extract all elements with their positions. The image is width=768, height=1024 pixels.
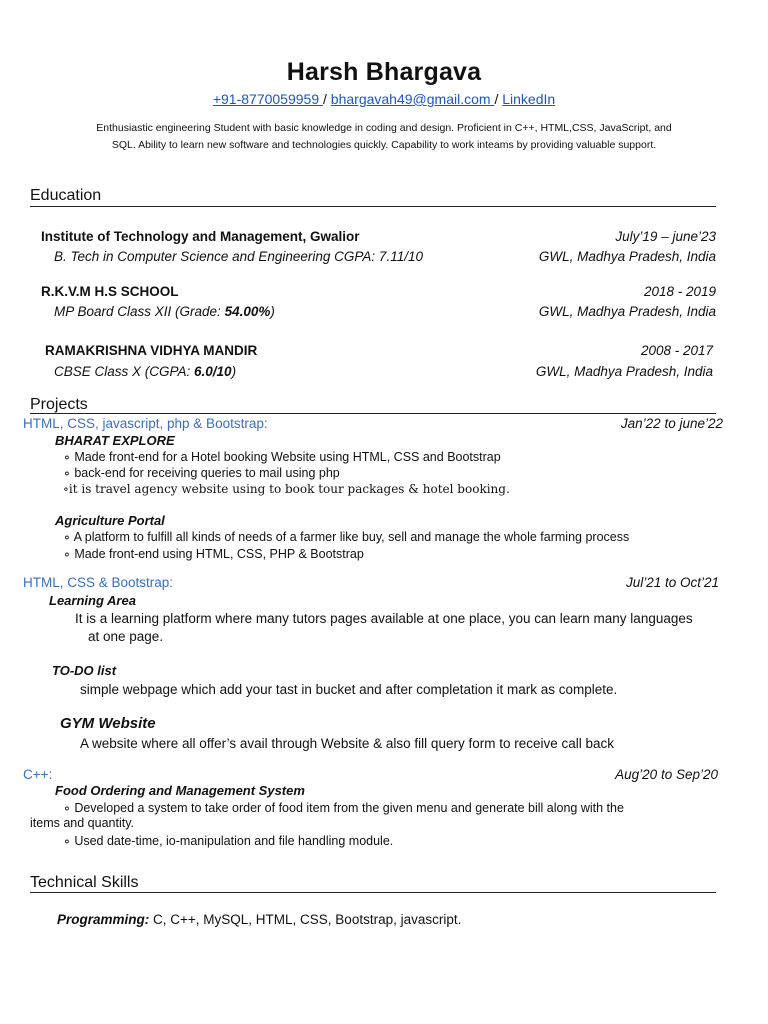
bullet-text: Developed a system to take order of food item from the given menu and generate bill along with the: [74, 801, 624, 815]
project-bullet: [63, 546, 364, 561]
bullet-icon: ∘: [63, 466, 71, 480]
contact-line: [0, 91, 768, 107]
edu-institution: Institute of Technology and Management, Gwalior: [41, 229, 360, 244]
edu-dates: July’19 – june’23: [615, 229, 716, 244]
project-bullet: [63, 529, 629, 544]
edu-location: GWL, Madhya Pradesh, India: [538, 249, 716, 264]
project-dates: Jan’22 to june’22: [620, 416, 723, 431]
linkedin-link[interactable]: LinkedIn: [502, 91, 556, 107]
project-dates: Aug’20 to Sep’20: [615, 767, 718, 782]
edu-detail: [54, 364, 236, 379]
bullet-icon: ∘: [63, 834, 71, 848]
project-dates: Jul’21 to Oct’21: [625, 575, 719, 590]
bullet-text: Used date-time, io-manipulation and file handling module.: [74, 834, 394, 848]
edu-location: GWL, Madhya Pradesh, India: [538, 304, 716, 319]
project-description: simple webpage which add your tast in bucket and after completation it mark as complete.: [80, 682, 618, 697]
edu-institution: R.K.V.M H.S SCHOOL: [41, 284, 179, 299]
project-stack: HTML, CSS & Bootstrap:: [23, 575, 174, 590]
project-title: Agriculture Portal: [55, 513, 165, 528]
skills-rule: [30, 892, 716, 893]
edu-grade: 54.00%: [224, 304, 271, 319]
bullet-icon: ∘: [63, 482, 69, 496]
edu-detail-text: MP Board Class XII (Grade:: [54, 304, 225, 319]
bullet-icon: ∘: [63, 450, 71, 464]
project-bullet-continuation: items and quantity.: [30, 816, 134, 830]
project-title: GYM Website: [60, 715, 156, 732]
bullet-text: back-end for receiving queries to mail using php: [74, 466, 340, 480]
bullet-text: A platform to fulfill all kinds of needs of a farmer like buy, sell and manage the whole farming process: [73, 530, 630, 544]
edu-detail: [54, 304, 275, 319]
project-title: Food Ordering and Management System: [55, 783, 305, 798]
project-stack: C++:: [23, 767, 53, 782]
bullet-text: it is travel agency website using to book tour packages & hotel booking.: [68, 482, 510, 496]
projects-heading: Projects: [30, 396, 88, 413]
projects-rule: [30, 413, 716, 414]
project-description: at one page.: [88, 629, 164, 644]
edu-dates: 2018 - 2019: [643, 284, 716, 299]
edu-detail-text: ): [270, 304, 275, 319]
skills-heading: Technical Skills: [30, 874, 139, 891]
edu-grade: 6.0/10: [194, 364, 232, 379]
bullet-icon: ∘: [63, 801, 71, 815]
edu-institution: RAMAKRISHNA VIDHYA MANDIR: [45, 343, 258, 358]
edu-detail: B. Tech in Computer Science and Engineering CGPA: 7.11/10: [54, 249, 423, 264]
bullet-icon: ∘: [63, 530, 71, 544]
bullet-text: Made front-end using HTML, CSS, PHP & Bootstrap: [74, 547, 364, 561]
email-link[interactable]: bhargavah49@gmail.com: [330, 91, 495, 107]
candidate-name: Harsh Bhargava: [286, 58, 482, 86]
project-bullet: [63, 800, 624, 815]
edu-location: GWL, Madhya Pradesh, India: [535, 364, 713, 379]
edu-detail-text: ): [231, 364, 237, 379]
education-heading: Education: [30, 187, 102, 204]
education-rule: [30, 206, 716, 207]
project-description: It is a learning platform where many tutors pages available at one place, you can learn many languages: [75, 611, 693, 626]
project-bullet: [63, 449, 501, 464]
edu-dates: 2008 - 2017: [640, 343, 713, 358]
project-bullet: [63, 482, 510, 496]
skills-line: [57, 912, 461, 927]
contact-separator: /: [323, 91, 331, 107]
project-title: BHARAT EXPLORE: [55, 433, 175, 448]
summary-line-2: SQL. Ability to learn new software and technologies quickly. Capability to work inteams by providing valuable support.: [111, 139, 657, 151]
project-title: TO-DO list: [52, 663, 117, 678]
project-stack: HTML, CSS, javascript, php & Bootstrap:: [23, 416, 268, 431]
skills-label: Programming:: [57, 912, 150, 927]
summary-line-1: Enthusiastic engineering Student with basic knowledge in coding and design. Proficient in C++, HTML,CSS, JavaScript, and: [96, 122, 672, 134]
project-bullet: [63, 465, 340, 480]
skills-value: C, C++, MySQL, HTML, CSS, Bootstrap, javascript.: [149, 912, 462, 927]
project-description: A website where all offer’s avail through Website & also fill query form to receive call back: [80, 736, 615, 751]
contact-separator: /: [494, 91, 503, 107]
edu-detail-text: CBSE Class X (CGPA:: [54, 364, 195, 379]
project-title: Learning Area: [49, 593, 136, 608]
phone-link[interactable]: +91-8770059959: [212, 91, 324, 107]
bullet-icon: ∘: [63, 547, 71, 561]
project-bullet: [63, 833, 393, 848]
bullet-text: Made front-end for a Hotel booking Website using HTML, CSS and Bootstrap: [74, 450, 501, 464]
